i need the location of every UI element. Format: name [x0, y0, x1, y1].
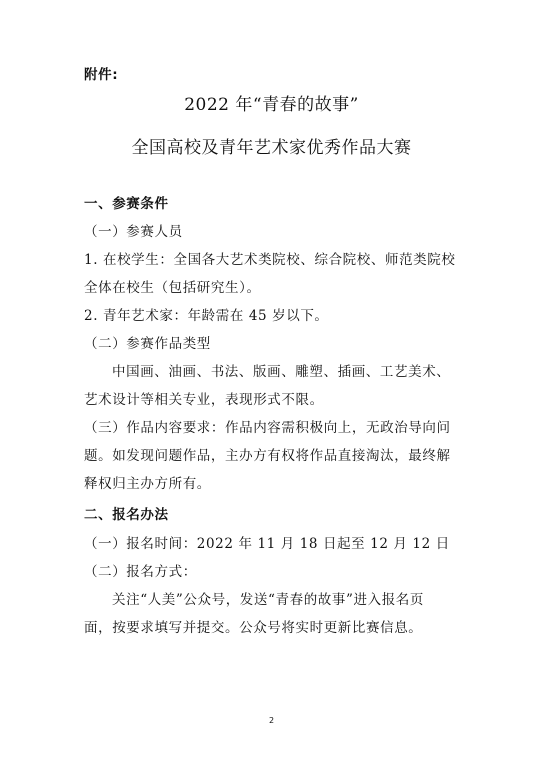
section-2-heading: 二、报名办法: [84, 507, 169, 523]
title-line-2: 全国高校及青年艺术家优秀作品大赛: [131, 138, 412, 158]
section-1-heading: 一、参赛条件: [84, 196, 169, 212]
method-line-1: 关注“人美”公众号，发送“青春的故事”进入报名页: [112, 592, 425, 608]
method-line-2: 面，按要求填写并提交。公众号将实时更新比赛信息。: [84, 620, 423, 636]
sub-3-line-2: 题。如发现问题作品，主办方有权将作品直接淘汰，最终解: [84, 448, 451, 464]
item-2: 2. 青年艺术家：年龄需在 45 岁以下。: [84, 308, 329, 324]
title-line-1: 2022 年“青春的故事”: [184, 95, 359, 115]
section-2-sub-2-heading: （二）报名方式：: [84, 564, 197, 580]
page-number: 2: [268, 716, 275, 725]
section-2-sub-1: （一）报名时间：2022 年 11 月 18 日起至 12 月 12 日: [84, 536, 450, 552]
section-1-sub-1-heading: （一）参赛人员: [84, 224, 183, 240]
sub-3-line-3: 释权归主办方所有。: [84, 476, 211, 492]
item-1-line-2: 全体在校生（包括研究生）。: [84, 280, 261, 296]
section-1-sub-2-heading: （二）参赛作品类型: [84, 336, 211, 352]
types-line-2: 艺术设计等相关专业，表现形式不限。: [84, 392, 324, 408]
sub-3-line-1: （三）作品内容要求：作品内容需积极向上，无政治导向问: [84, 420, 451, 436]
item-1-line-1: 1. 在校学生：全国各大艺术类院校、综合院校、师范类院校: [84, 252, 456, 268]
types-line-1: 中国画、油画、书法、版画、雕塑、插画、工艺美术、: [112, 364, 451, 380]
attachment-label: 附件:: [84, 67, 119, 83]
